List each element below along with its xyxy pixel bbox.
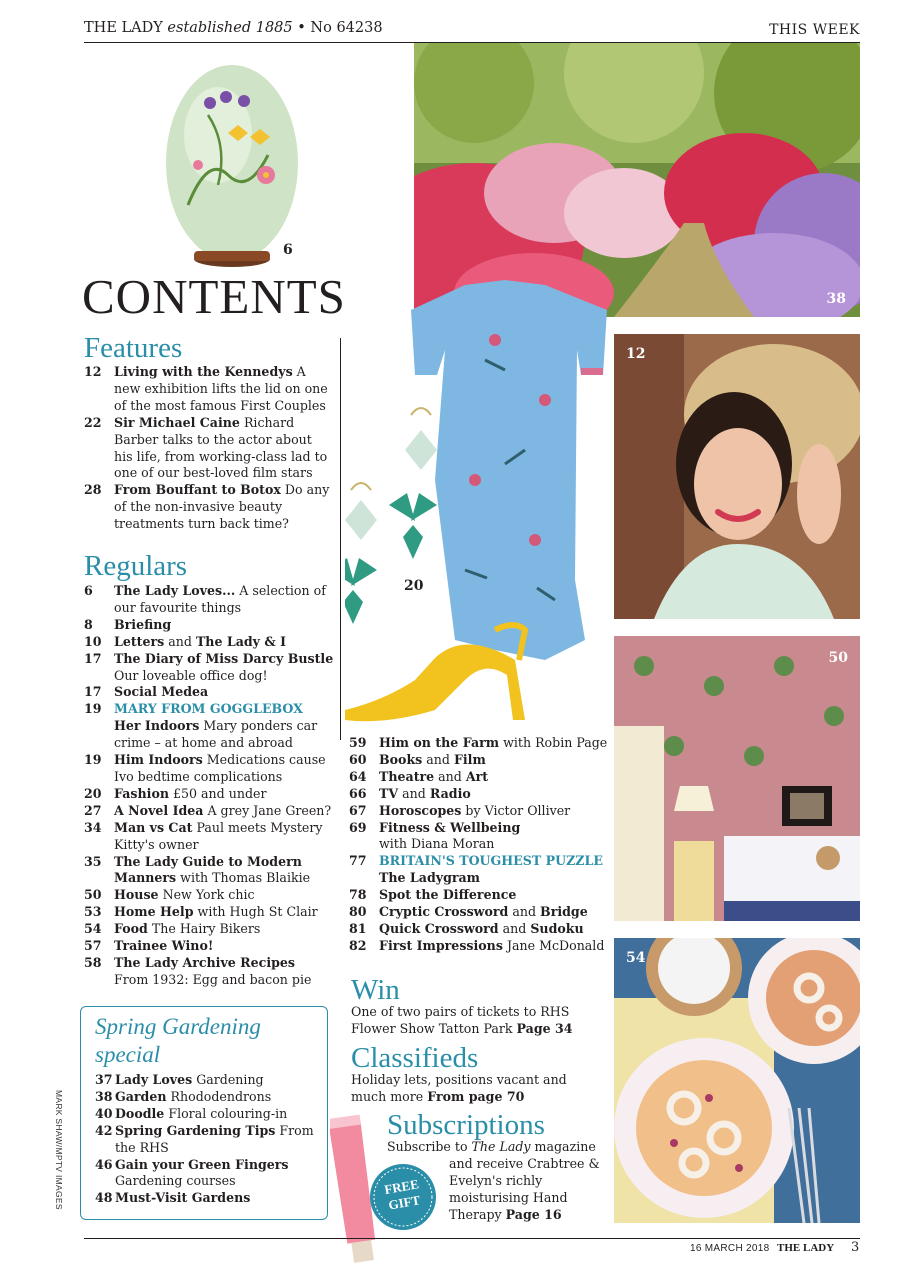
garden-photo — [414, 43, 860, 317]
list-item[interactable]: 58 The Lady Archive Recipes From 1932: Egg and bacon pie — [84, 954, 312, 987]
list-item[interactable]: 20 Fashion £50 and under — [84, 785, 267, 801]
list-item[interactable]: 38 Garden Rhododendrons — [95, 1088, 272, 1104]
regulars-heading: Regulars — [84, 550, 188, 582]
list-item[interactable]: 22 Sir Michael Caine Richard Barber talks to the actor about his life, from working-class lad to one of our best-loved film stars — [84, 414, 328, 481]
features-heading: Features — [84, 332, 183, 364]
list-item[interactable]: 77 BRITAIN'S TOUGHEST PUZZLE The Ladygram — [349, 853, 603, 886]
list-item[interactable]: 10 Letters and The Lady & I — [84, 633, 287, 649]
win-heading: Win — [351, 974, 400, 1006]
spring-gardening-list — [95, 1072, 315, 1207]
list-item[interactable]: 69 Fitness & Wellbeing with Diana Moran — [349, 819, 521, 852]
list-item[interactable]: 50 House New York chic — [84, 887, 255, 903]
list-item[interactable]: 35 The Lady Guide to Modern Manners with Thomas Blaikie — [84, 853, 311, 886]
easter-egg-image — [158, 55, 306, 273]
list-item[interactable]: 54 Food The Hairy Bikers — [84, 921, 261, 937]
list-item[interactable]: 60 Books and Film — [349, 751, 486, 767]
list-item[interactable]: 57 Trainee Wino! — [84, 938, 214, 954]
list-item[interactable]: 37 Lady Loves Gardening — [95, 1072, 264, 1087]
free-gift-line2: GIFT — [387, 1192, 422, 1213]
list-item[interactable]: 42 Spring Gardening Tips From the RHS — [95, 1122, 314, 1155]
food-photo — [614, 938, 860, 1223]
list-item[interactable]: 19 MARY FROM GOGGLEBOX Her Indoors Mary ponders car crime – at home and abroad — [84, 701, 318, 751]
list-item[interactable]: 81 Quick Crossword and Sudoku — [349, 920, 584, 936]
section-label: THIS WEEK — [769, 22, 860, 38]
regulars-list-continued — [349, 735, 611, 955]
room-page-number: 50 — [828, 650, 848, 666]
regulars-list — [84, 583, 334, 989]
established-text: established 1885 — [167, 20, 293, 36]
jackie-page-number: 12 — [626, 346, 646, 362]
fashion-image — [345, 280, 613, 725]
list-item[interactable]: 66 TV and Radio — [349, 785, 471, 801]
free-gift-line1: FREE — [383, 1176, 420, 1198]
list-item[interactable]: 48 Must-Visit Gardens — [95, 1190, 251, 1206]
footer-date: 16 MARCH 2018 — [690, 1243, 770, 1254]
subscriptions-heading: Subscriptions — [387, 1109, 545, 1141]
egg-page-number: 6 — [283, 242, 293, 258]
fashion-page-number: 20 — [404, 578, 424, 594]
column-rule — [340, 338, 341, 740]
list-item[interactable]: 53 Home Help with Hugh St Clair — [84, 904, 318, 920]
free-gift-badge — [368, 1162, 438, 1232]
list-item[interactable]: 12 Living with the Kennedys A new exhibition lifts the lid on one of the most famous First Couples — [84, 364, 328, 413]
list-item[interactable]: 8 Briefing — [84, 616, 172, 632]
list-item[interactable]: 34 Man vs Cat Paul meets Mystery Kitty's owner — [84, 819, 323, 852]
photo-credit: MARK SHAW/MPTV IMAGES — [54, 1090, 64, 1210]
list-item[interactable]: 17 The Diary of Miss Darcy Bustle Our loveable office dog! — [84, 650, 334, 683]
list-item[interactable]: 67 Horoscopes by Victor Olliver — [349, 802, 571, 818]
issue-number: • No 64238 — [297, 20, 383, 36]
spring-gardening-heading: Spring Gardening special — [95, 1014, 261, 1067]
list-item[interactable]: 78 Spot the Difference — [349, 887, 517, 903]
contents-title: CONTENTS — [82, 269, 346, 324]
list-item[interactable]: 64 Theatre and Art — [349, 768, 489, 784]
garden-page-number: 38 — [826, 291, 846, 307]
magazine-name: THE LADY — [84, 20, 163, 36]
classifieds-heading: Classifieds — [351, 1042, 479, 1074]
page-number: 3 — [851, 1240, 860, 1255]
list-item[interactable]: 82 First Impressions Jane McDonald — [349, 937, 605, 953]
list-item[interactable]: 19 Him Indoors Medications cause Ivo bedtime complications — [84, 752, 326, 784]
win-text[interactable]: One of two pairs of tickets to RHS Flower Show Tatton Park Page 34 — [351, 1004, 573, 1036]
list-item[interactable]: 6 The Lady Loves... A selection of our favourite things — [84, 583, 326, 615]
list-item[interactable]: 28 From Bouffant to Botox Do any of the non-invasive beauty treatments turn back time? — [84, 482, 330, 532]
classifieds-text[interactable]: Holiday lets, positions vacant and much more From page 70 — [351, 1072, 567, 1104]
bedroom-photo — [614, 636, 860, 921]
list-item[interactable]: 17 Social Medea — [84, 684, 209, 700]
jackie-kennedy-photo — [614, 334, 860, 619]
footer-magazine-name: THE LADY — [777, 1242, 835, 1254]
list-item[interactable]: 80 Cryptic Crossword and Bridge — [349, 904, 588, 920]
features-list — [84, 364, 334, 533]
footer-rule — [84, 1238, 860, 1239]
list-item[interactable]: 27 A Novel Idea A grey Jane Green? — [84, 802, 332, 818]
food-page-number: 54 — [626, 950, 646, 966]
list-item[interactable]: 40 Doodle Floral colouring-in — [95, 1105, 288, 1121]
list-item[interactable]: 59 Him on the Farm with Robin Page — [349, 735, 608, 750]
subscriptions-text[interactable]: Subscribe to The Lady magazine and receive Crabtree & Evelyn's richly moisturising Hand Therapy Page 16 — [387, 1139, 600, 1222]
list-item[interactable]: 46 Gain your Green Fingers Gardening courses — [95, 1156, 289, 1189]
header-masthead — [84, 20, 383, 36]
